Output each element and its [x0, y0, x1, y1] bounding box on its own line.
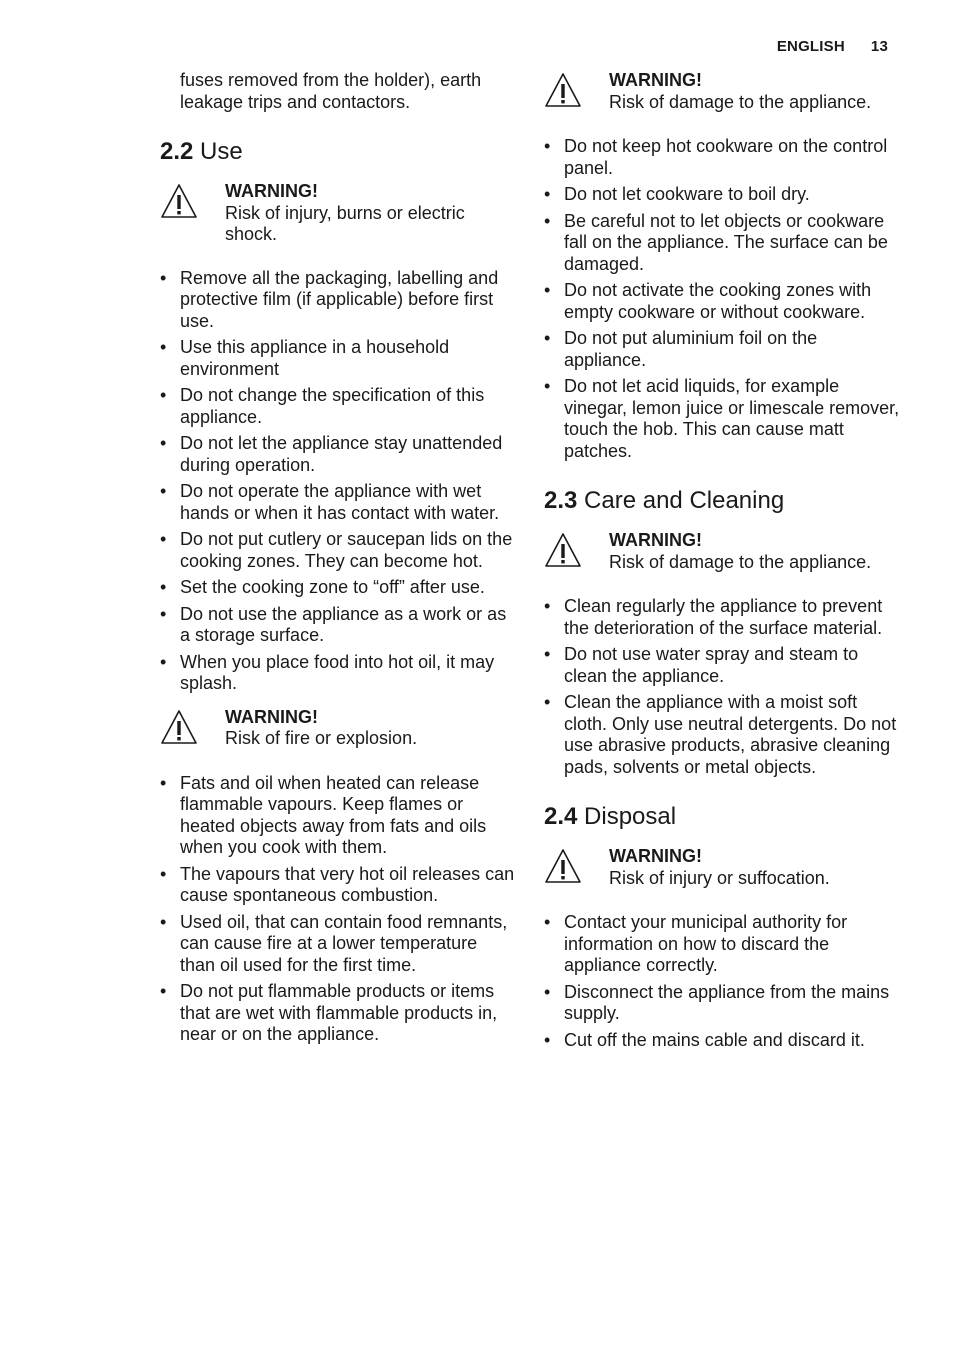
- page-header: [777, 38, 888, 55]
- bullet-list: [544, 136, 900, 462]
- bullet-list: [544, 912, 900, 1051]
- list-item: • Do not put aluminium foil on the appliance.: [544, 328, 818, 370]
- right-column: [544, 70, 900, 1063]
- header-language: ENGLISH: [776, 38, 845, 55]
- warning-triangle-icon: [160, 709, 198, 745]
- warning-text: Risk of injury or suffocation.: [609, 867, 830, 888]
- warning-triangle-icon: [544, 848, 582, 884]
- section-title: Disposal: [584, 803, 677, 830]
- warning-block: [544, 530, 900, 574]
- warning-title: WARNING!: [609, 70, 702, 90]
- warning-title: WARNING!: [225, 181, 318, 201]
- warning-title: WARNING!: [225, 706, 318, 727]
- section-number: 2.4: [544, 803, 578, 830]
- list-item: • Fats and oil when heated can release flammable vapours. Keep flames or heated objects away from fats and oils when you cook with them.: [160, 772, 487, 857]
- list-item: • Do not put cutlery or saucepan lids on the cooking zones. They can become hot.: [160, 529, 513, 571]
- warning-triangle-icon: [544, 532, 582, 568]
- list-item: • Clean the appliance with a moist soft cloth. Only use neutral detergents. Do not use abrasive products, abrasive cleaning pads, solvents or metal objects.: [544, 692, 897, 777]
- list-item: • Disconnect the appliance from the mains supply.: [544, 981, 890, 1023]
- list-item: • Use this appliance in a household environment: [160, 337, 450, 379]
- list-item: • Do not let cookware to boil dry.: [544, 184, 810, 204]
- list-item: • Do not use the appliance as a work or as a storage surface.: [160, 603, 507, 645]
- warning-block: [544, 70, 900, 114]
- list-item: • Do not operate the appliance with wet hands or when it has contact with water.: [160, 481, 500, 523]
- warning-text: Risk of damage to the appliance.: [609, 551, 872, 572]
- section-title: Use: [200, 138, 243, 165]
- list-item: • Remove all the packaging, labelling and protective film (if applicable) before first use.: [160, 267, 499, 331]
- bullet-list: [160, 773, 516, 1046]
- list-item: • The vapours that very hot oil releases can cause spontaneous combustion.: [160, 863, 515, 905]
- section-heading-disposal: [544, 802, 900, 832]
- warning-triangle-icon: [160, 183, 198, 219]
- list-item: • Used oil, that can contain food remnants, can cause fire at a lower temperature than oil used for the first time.: [160, 911, 508, 975]
- list-item: • Do not activate the cooking zones with empty cookware or without cookware.: [544, 280, 872, 322]
- list-item: • Do not put flammable products or items that are wet with flammable products in, near or on the appliance.: [160, 981, 498, 1044]
- list-item: • Do not change the specification of this appliance.: [160, 385, 485, 427]
- warning-title: WARNING!: [609, 530, 702, 550]
- left-column: [160, 70, 516, 1058]
- list-item: • Do not let the appliance stay unattended during operation.: [160, 433, 503, 475]
- bullet-list: [544, 596, 900, 778]
- section-number: 2.2: [160, 138, 194, 165]
- warning-block: [160, 707, 516, 751]
- list-item: • Contact your municipal authority for information on how to discard the appliance correctly.: [544, 912, 848, 975]
- list-item: • Set the cooking zone to “off” after use.: [160, 577, 485, 597]
- section-heading-use: [160, 137, 516, 167]
- list-item: • Do not use water spray and steam to clean the appliance.: [544, 644, 859, 686]
- warning-text: Risk of damage to the appliance.: [609, 91, 872, 112]
- list-item: • Do not let acid liquids, for example vinegar, lemon juice or limescale remover, touch the hob. This can cause matt patches.: [544, 376, 900, 461]
- warning-block: [544, 846, 900, 890]
- bullet-list: [160, 268, 516, 695]
- page-number: 13: [870, 38, 888, 55]
- warning-block: [160, 181, 516, 246]
- warning-text: Risk of fire or explosion.: [225, 728, 418, 748]
- list-item: • When you place food into hot oil, it may splash.: [160, 651, 495, 693]
- list-item: • Clean regularly the appliance to prevent the deterioration of the surface material.: [544, 596, 883, 638]
- section-title: Care and Cleaning: [584, 487, 785, 514]
- intro-continuation: fuses removed from the holder), earth leakage trips and contactors.: [180, 70, 482, 112]
- section-number: 2.3: [544, 487, 578, 514]
- list-item: • Do not keep hot cookware on the control panel.: [544, 136, 888, 178]
- warning-title: WARNING!: [609, 846, 702, 866]
- section-heading-care: [544, 486, 900, 516]
- warning-text: Risk of injury, burns or electric shock.: [225, 202, 465, 244]
- list-item: • Cut off the mains cable and discard it.: [544, 1029, 865, 1050]
- list-item: • Be careful not to let objects or cookware fall on the appliance. The surface can be damaged.: [544, 210, 888, 274]
- warning-triangle-icon: [544, 72, 582, 108]
